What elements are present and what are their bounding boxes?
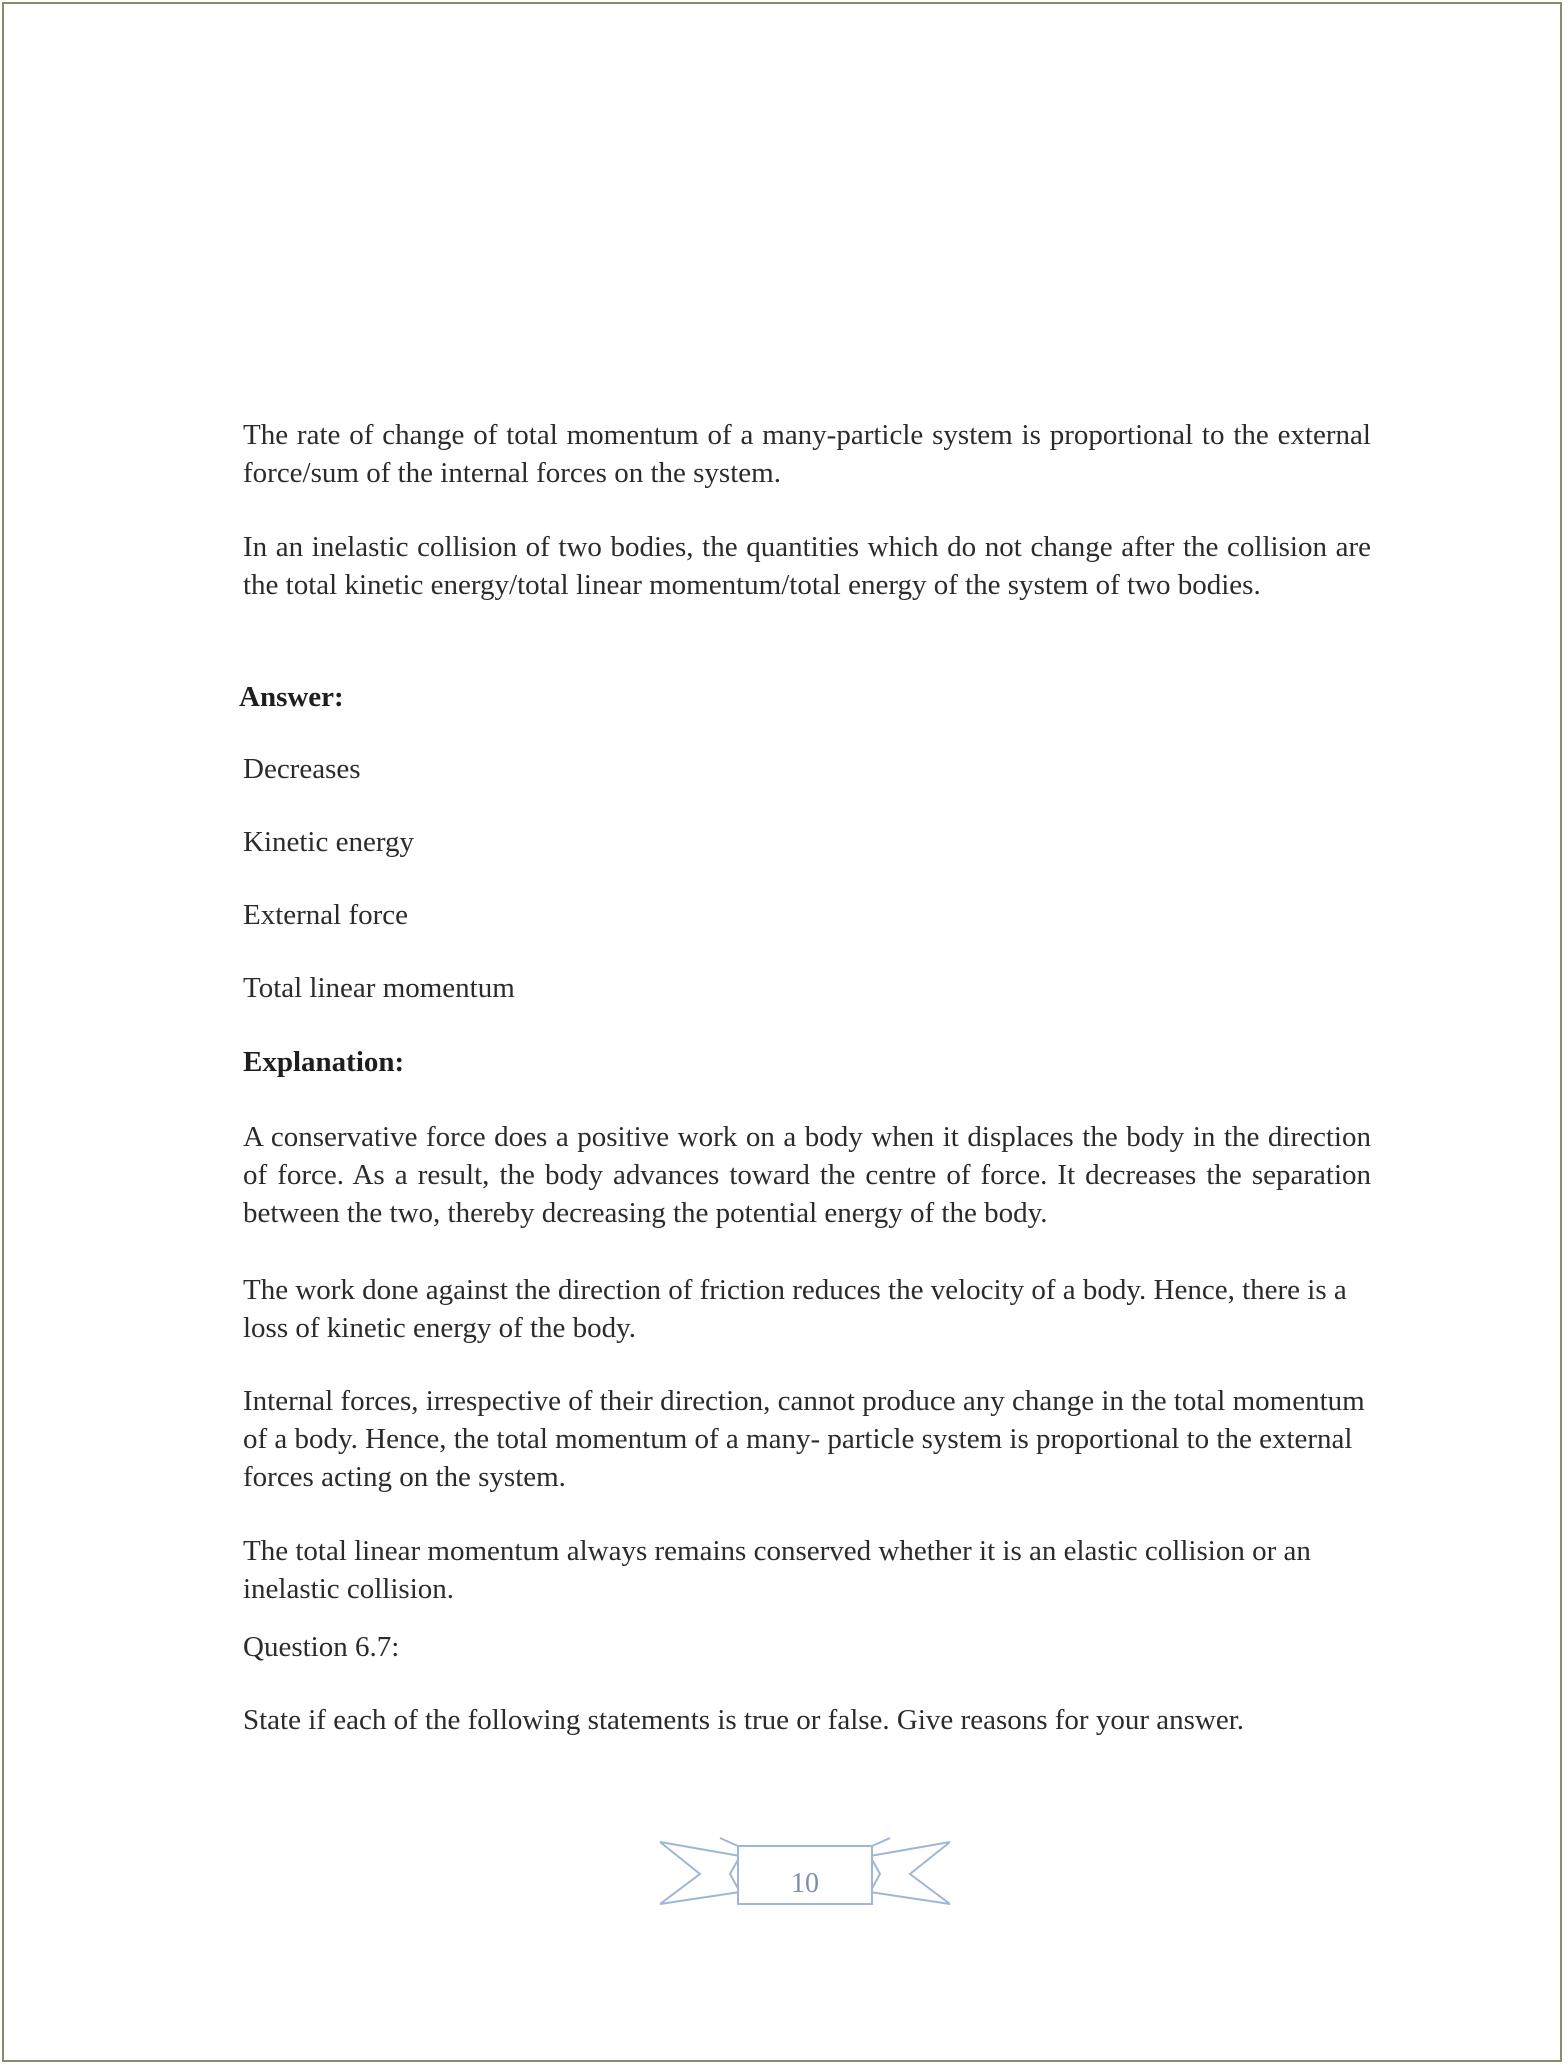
explanation-heading: Explanation: <box>243 1046 405 1078</box>
answer-item: External force <box>243 899 409 931</box>
page-number: 10 <box>791 1868 819 1899</box>
answer-heading: Answer: <box>239 681 344 713</box>
explanation-paragraph: The total linear momentum always remains conserved whether it is an elastic collision or an inelastic collision. <box>243 1535 1311 1605</box>
explanation-paragraph: Internal forces, irrespective of their direction, cannot produce any change in the total momentum of a body. Hence, the total momentum of a many- particle system is proportional to the external forces acting on the system. <box>243 1385 1365 1493</box>
page-border <box>2 2 1562 2062</box>
question-text: State if each of the following statements is true or false. Give reasons for your answer. <box>243 1704 1245 1736</box>
explanation-paragraph: The work done against the direction of friction reduces the velocity of a body. Hence, there is a loss of kinetic energy of the body. <box>243 1274 1347 1344</box>
paragraph-momentum-rate: The rate of change of total momentum of a many-particle system is proportional to the external force/sum of the internal forces on the system. <box>243 419 1371 489</box>
answer-item: Decreases <box>243 753 361 785</box>
paragraph-inelastic-collision: In an inelastic collision of two bodies, the quantities which do not change after the collision are the total kinetic energy/total linear momentum/total energy of the system of two bodies. <box>243 531 1371 601</box>
answer-item: Kinetic energy <box>243 826 414 858</box>
question-label: Question 6.7: <box>243 1631 400 1663</box>
explanation-paragraph: A conservative force does a positive work on a body when it displaces the body in the direction of force. As a result, the body advances toward the centre of force. It decreases the separation between the two, thereby decreasing the potential energy of the body. <box>243 1121 1371 1229</box>
answer-item: Total linear momentum <box>243 972 515 1004</box>
